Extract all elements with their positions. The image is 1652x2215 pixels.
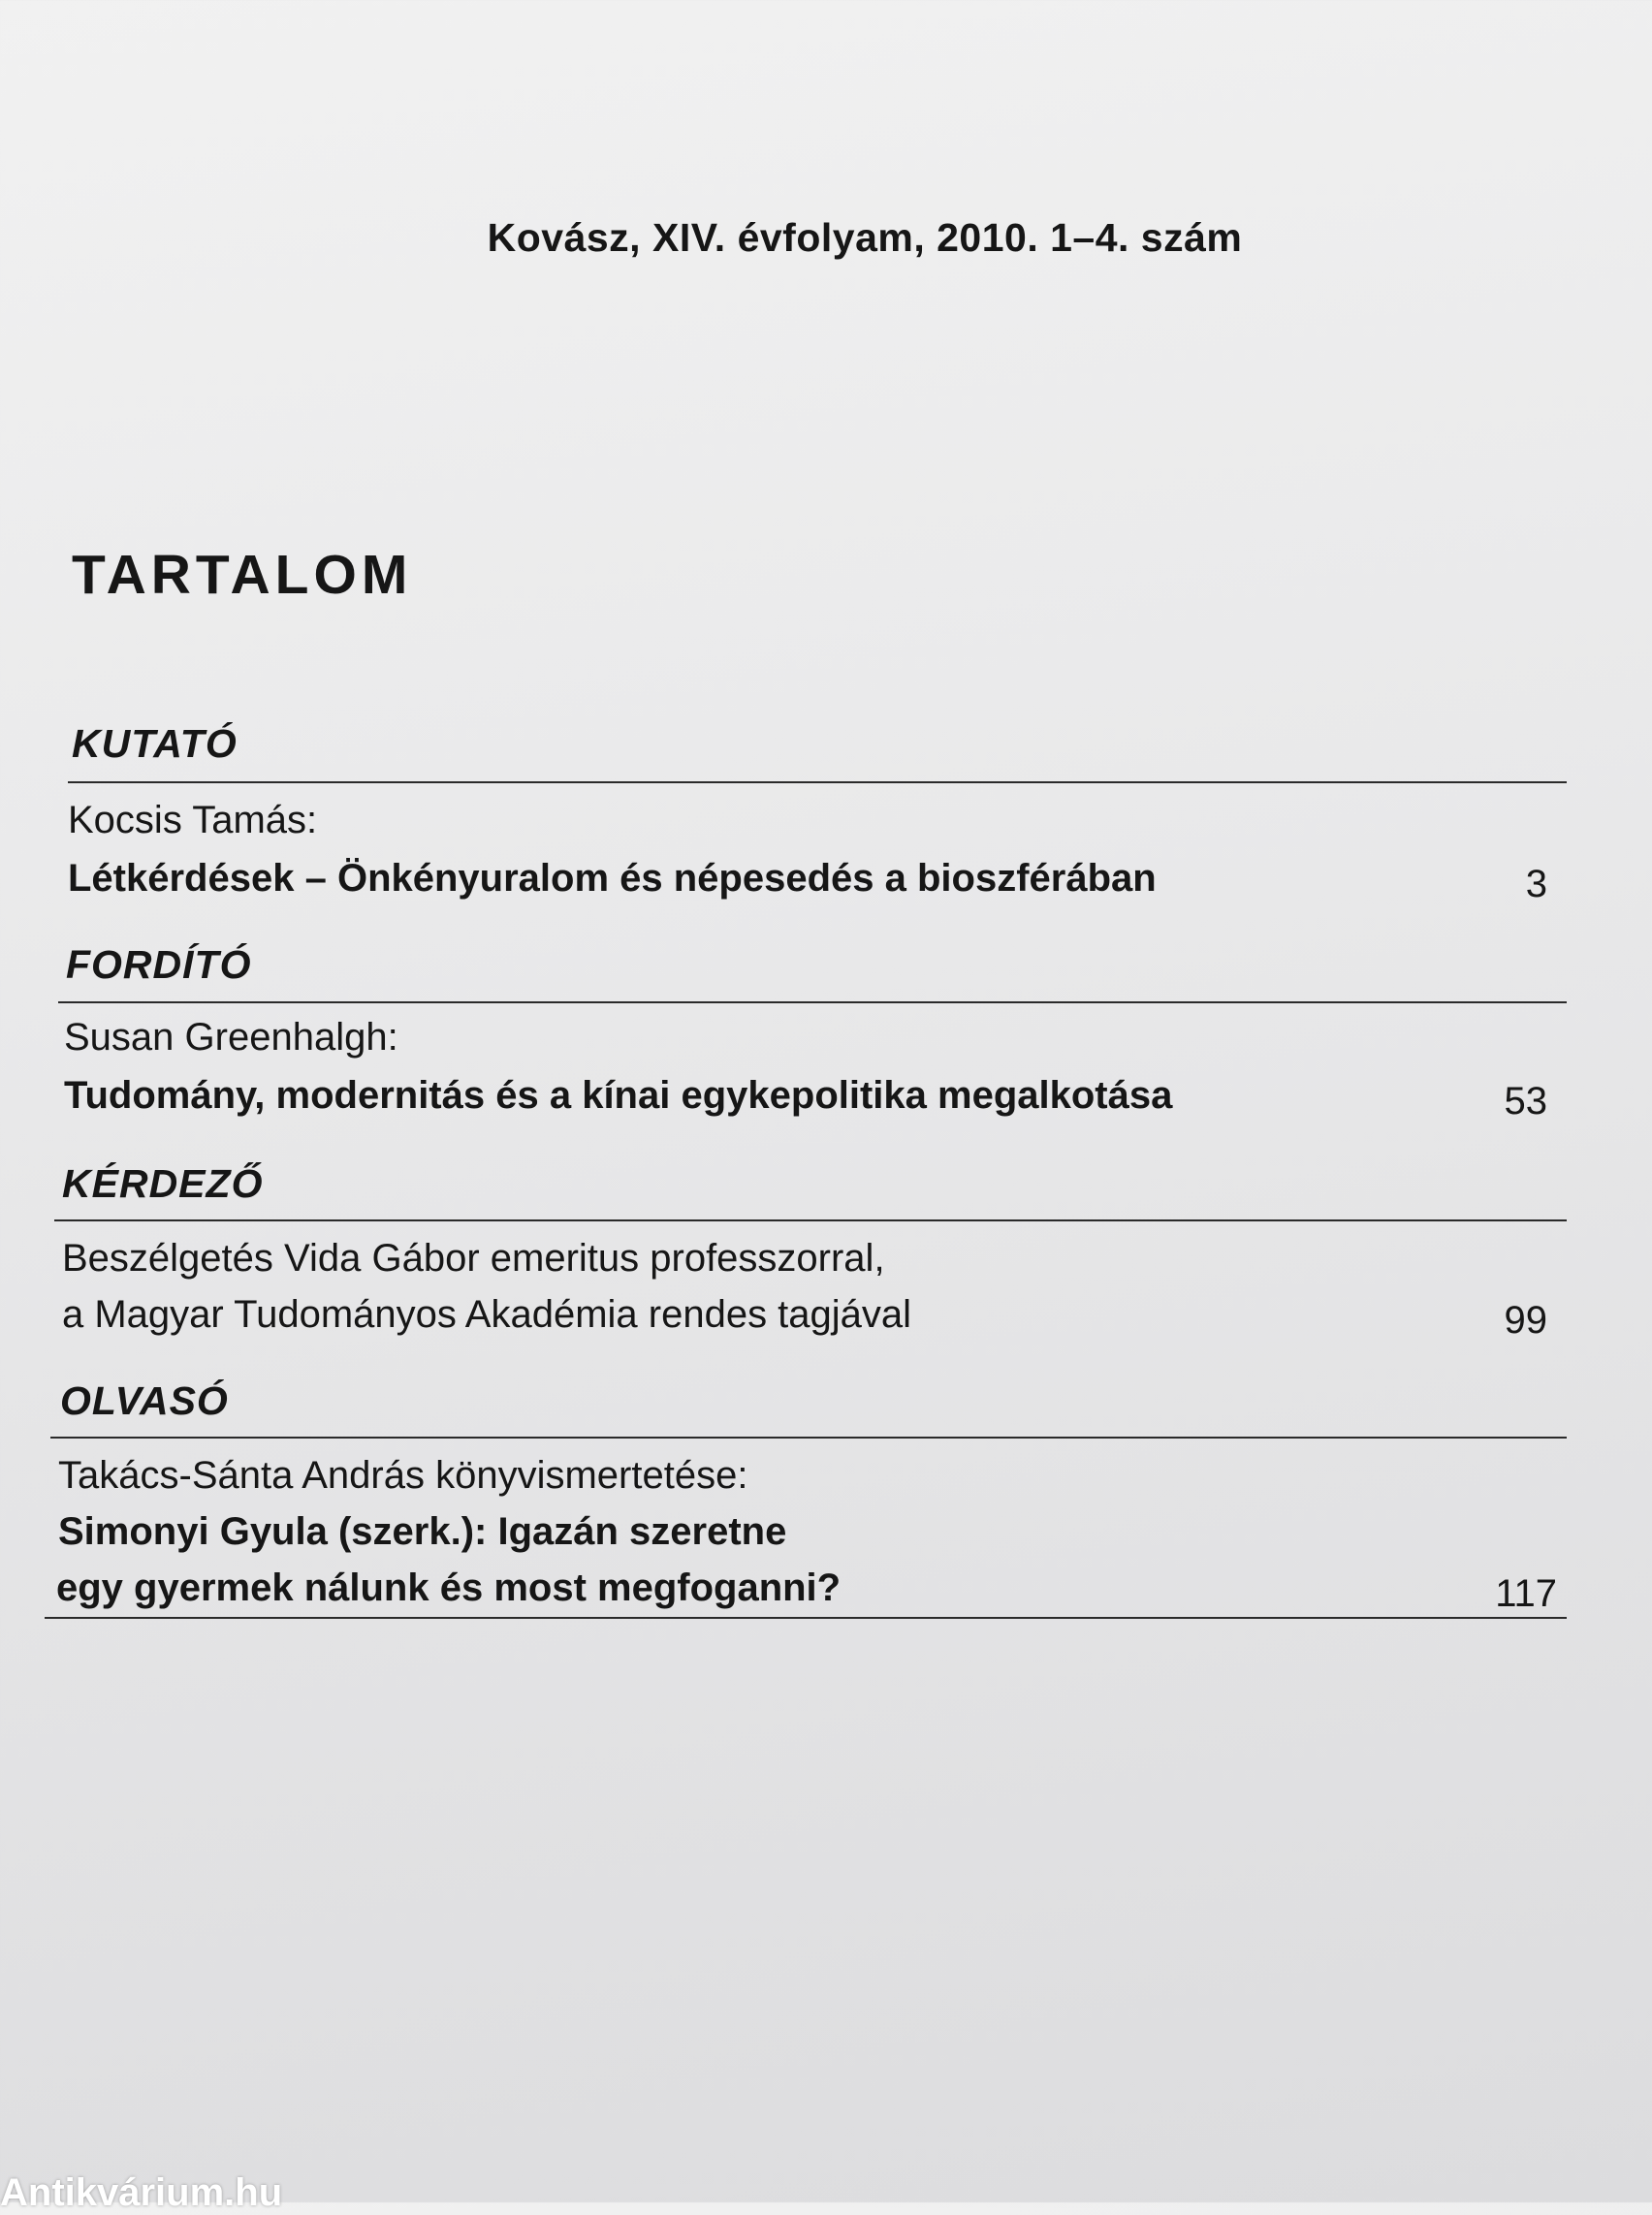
page-number: 3 — [1525, 863, 1547, 905]
page-number: 117 — [1495, 1572, 1557, 1615]
section-rule — [58, 1001, 1567, 1003]
section-rule — [54, 1219, 1567, 1221]
entry-title-line-2[interactable]: egy gyermek nálunk és most megfoganni? — [56, 1566, 842, 1609]
section-label: OLVASÓ — [60, 1378, 229, 1423]
section-label: KÉRDEZŐ — [62, 1161, 264, 1206]
entry-author: Kocsis Tamás: — [68, 799, 318, 841]
page-number: 53 — [1504, 1080, 1547, 1123]
section-rule — [68, 781, 1567, 783]
section-rule — [50, 1437, 1567, 1439]
entry-line: Beszélgetés Vida Gábor emeritus professzorral, — [62, 1237, 885, 1280]
section-label: FORDÍTÓ — [66, 942, 252, 987]
entry-title-line-1[interactable]: Simonyi Gyula (szerk.): Igazán szeretne — [58, 1510, 787, 1553]
watermark: Antikvárium.hu — [0, 2171, 283, 2214]
section-rule-bottom — [45, 1617, 1567, 1619]
entry-line[interactable]: a Magyar Tudományos Akadémia rendes tagjával — [62, 1293, 912, 1336]
entry-author: Takács-Sánta András könyvismertetése: — [58, 1454, 748, 1497]
entry-title[interactable]: Tudomány, modernitás és a kínai egykepolitika megalkotása — [64, 1074, 1173, 1117]
contents-title: TARTALOM — [72, 544, 413, 606]
entry-author: Susan Greenhalgh: — [64, 1016, 398, 1059]
journal-issue-header: Kovász, XIV. évfolyam, 2010. 1–4. szám — [487, 215, 1243, 260]
page-number: 99 — [1504, 1299, 1547, 1342]
section-label: KUTATÓ — [72, 721, 238, 766]
bleed-through-decoration — [620, 58, 635, 125]
entry-title[interactable]: Létkérdések – Önkényuralom és népesedés a bioszférában — [68, 857, 1157, 900]
